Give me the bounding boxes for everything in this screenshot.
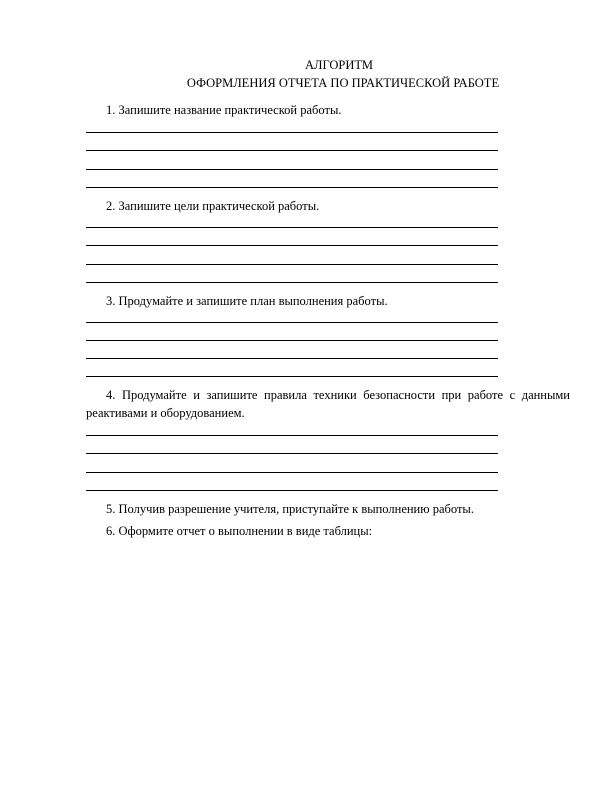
answer-line[interactable] (86, 132, 498, 133)
answer-line[interactable] (86, 282, 498, 283)
answer-line[interactable] (86, 472, 498, 473)
answer-line[interactable] (86, 245, 498, 246)
instruction-item-4: 4. Продумайте и запишите правила техники безопасности при работе с данными реактивами и оборудованием. (86, 388, 570, 420)
answer-line[interactable] (86, 169, 498, 170)
answer-line[interactable] (86, 453, 498, 454)
instruction-item-2: 2. Запишите цели практической работы. (106, 199, 320, 213)
document-subtitle: ОФОРМЛЕНИЯ ОТЧЕТА ПО ПРАКТИЧЕСКОЙ РАБОТЕ (186, 76, 500, 90)
instruction-item-5: 5. Получив разрешение учителя, приступайте к выполнению работы. (106, 502, 474, 516)
answer-line[interactable] (86, 358, 498, 359)
answer-line[interactable] (86, 150, 498, 151)
document-title: АЛГОРИТМ (304, 58, 373, 72)
instruction-item-6: 6. Оформите отчет о выполнении в виде таблицы: (106, 524, 373, 538)
answer-line[interactable] (86, 187, 498, 188)
answer-line[interactable] (86, 264, 498, 265)
answer-line[interactable] (86, 376, 498, 377)
answer-line[interactable] (86, 490, 498, 491)
instruction-item-1: 1. Запишите название практической работы. (106, 103, 342, 117)
answer-line[interactable] (86, 340, 498, 341)
instruction-item-3: 3. Продумайте и запишите план выполнения работы. (106, 294, 388, 308)
answer-line[interactable] (86, 227, 498, 228)
answer-line[interactable] (86, 435, 498, 436)
answer-line[interactable] (86, 322, 498, 323)
